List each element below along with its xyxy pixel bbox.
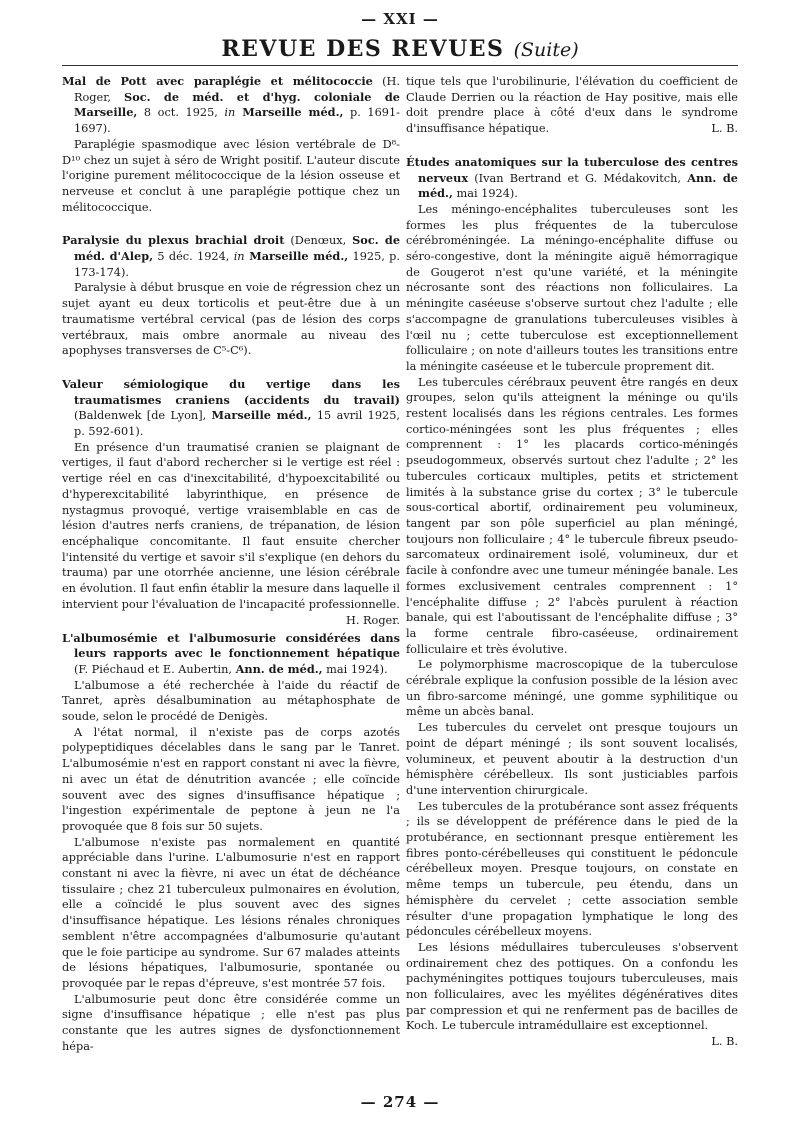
article-title: Mal de Pott avec paraplégie et mélitococcie (H. Roger, Soc. de méd. et d'hyg. coloniale de Marseille, 8 oct. 1925, in Marseille méd., p. 1691-1697).: [62, 74, 400, 136]
article-title: L'albumosémie et l'albumosurie considérées dans leurs rapports avec le fonctionnement hépatique (F. Piéchaud et E. Aubertin, Ann. de méd., mai 1924).: [62, 630, 400, 676]
article-continuation: [406, 74, 738, 137]
roman-page-number: — XXI —: [361, 10, 439, 28]
article-paragraph: L'albumose a été recherchée à l'aide du réactif de Tanret, après désalbumination au métaphosphate de soude, selon le procédé de Denigès.: [62, 678, 400, 724]
section-title: REVUE DES REVUES: [221, 36, 505, 62]
article-signature: H. Roger.: [345, 613, 400, 627]
continued-text: tique tels que l'urobilinurie, l'élévation du coefficient de Claude Derrien ou la réaction de Hay positive, mais elle doit prendre place à côté d'eux dans le syndrome d'insuffisance hépatique. L. B.: [406, 75, 738, 136]
article-title: Études anatomiques sur la tuberculose des centres nerveux (Ivan Bertrand et G. Médakovitch, Ann. de méd., mai 1924).: [406, 154, 738, 201]
article-paragraph: Les tubercules de la protubérance sont assez fréquents ; ils se développent de préférence dans le pied de la protubérance, en sectionnant presque entièrement les fibres ponto-cérébelleuses qui constituent le pédoncule cérébelleux moyen. Presque toujours, on constate en même temps un tubercule, peu étendu, dans un hémisphère du cervelet ; cette association semble résulter d'une propagation lymphatique le long des pédoncules cérébelleux moyens.: [406, 799, 738, 939]
page-number: — 274 —: [360, 1093, 440, 1111]
article-vertige: [62, 376, 400, 627]
article-signature: L. B.: [711, 1035, 738, 1049]
article-paragraph: L'albumosurie peut donc être considérée comme un signe d'insuffisance hépatique ; elle n'est pas plus constante que les autres signes de dysfonctionnement hépa-: [62, 992, 400, 1053]
article-paragraph: A l'état normal, il n'existe pas de corps azotés polypeptidiques décelables dans le sang par le Tanret. L'albumosémie n'est en rapport constant ni avec la fièvre, ni avec un état de dénutrition avancée ; elle coïncide souvent avec des signes d'insuffisance hépatique ; l'ingestion expérimentale de peptone à jeun ne l'a provoquée que 8 fois sur 50 sujets.: [62, 725, 400, 833]
article-paragraph: Les tubercules cérébraux peuvent être rangés en deux groupes, selon qu'ils atteignent la méninge ou qu'ils restent localisés dans les régions centrales. Les formes cortico-méningées sont les plus fréquentes ; elles comprennent : 1° les placards cortico-méningés pseudogommeux, observés surtout chez l'adulte ; 2° les tubercules corticaux multiples, petits et strictement limités à la substance grise du cortex ; 3° le tubercule sous-cortical abortif, ordinairement peu volumineux, tangent par son pôle superficiel au plan méningé, toujours non folliculaire ; 4° le tubercule fibreux pseudo-sarcomateux ordinairement isolé, volumineux, dur et facile à confondre avec une tumeur méningée banale. Les formes exclusivement centrales comprennent : 1° l'encéphalite diffuse ; 2° l'abcès purulent à réaction banale, qui est l'aboutissant de l'encéphalite diffuse ; 3° la forme centrale fibro-caséeuse, ordinairement folliculaire et très évolutive.: [406, 375, 738, 656]
article-mal-de-pott: [62, 74, 400, 215]
article-body: En présence d'un traumatisé cranien se plaignant de vertiges, il faut d'abord rechercher si le vertige est réel : vertige réel en cas d'inexcitabilité, d'hypoexcitabilité ou d'hyperexcitabilité labyrinthique, en présence de nystagmus provoqué, vertige vraisemblable en cas de lésion d'autres nerfs craniens, de trépanation, de lésion encéphalique concomitante. Il faut ensuite chercher l'intensité du vertige et savoir s'il s'explique (en dehors du trauma) par une otorrhée ancienne, une lésion cérébrale en évolution. Il faut enfin établir la mesure dans laquelle il intervient pour l'évaluation de l'incapacité professionnelle. H. Roger.: [62, 440, 400, 627]
article-paragraph: L'albumose n'existe pas normalement en quantité appréciable dans l'urine. L'albumosurie n'est en rapport constant ni avec la fièvre, ni avec un état de déchéance tissulaire ; chez 21 tuberculeux pulmonaires en évolution, elle a coïncidé le plus souvent avec des signes d'insuffisance hépatique. Les lésions rénales chroniques semblent n'être accompagnées d'albumosurie qu'autant que le foie participe au syndrome. Sur 67 malades atteints de lésions hépatiques, l'albumosurie, spontanée ou provoquée par le repas d'épreuve, s'est montrée 57 fois.: [62, 835, 400, 990]
article-paragraph: Les lésions médullaires tuberculeuses s'observent ordinairement chez des pottiques. On a confondu les pachyméningites pottiques toujours tuberculeuses, mais non folliculaires, avec les myélites dégénératives dites par compression et qui ne renferment pas de bacilles de Koch. Le tubercule intramédullaire est exceptionnel.: [406, 940, 738, 1033]
article-paragraph: Le polymorphisme macroscopique de la tuberculose cérébrale explique la confusion possible de la lésion avec un fibro-sarcome méningé, une gomme syphilitique ou même un abcès banal.: [406, 658, 738, 719]
article-body: Paraplégie spasmodique avec lésion vertébrale de D⁸-D¹⁰ chez un sujet à séro de Wright positif. L'auteur discute l'origine purement mélitococcique de la lésion osseuse et nerveuse et conclut à une paraplégie pottique chez un mélitococcique.: [62, 137, 400, 214]
article-title: Paralysie du plexus brachial droit (Denœux, Soc. de méd. d'Alep, 5 déc. 1924, in Marseille méd., 1925, p. 173-174).: [62, 233, 401, 279]
article-tuberculose: [406, 155, 738, 1050]
right-column: [406, 74, 738, 1068]
section-header: [0, 36, 800, 62]
article-paragraph: Les méningo-encéphalites tuberculeuses sont les formes les plus fréquentes de la tuberculose cérébroméningée. La méningo-encéphalite diffuse ou séro-congestive, dont la méningite aiguë hémorragique de Gougerot n'est qu'une variété, et la méningite nécrosante sont des réactions non folliculaires. La méningite caséeuse s'observe surtout chez l'adulte ; elle s'accompagne de granulations tuberculeuses visibles à l'œil nu ; cette tuberculose est exceptionnellement folliculaire ; on note d'ailleurs toutes les transitions entre la méningite caséeuse et le tubercule proprement dit.: [406, 202, 738, 373]
header-rule: [62, 65, 738, 66]
article-signature: L. B.: [711, 122, 738, 136]
article-albumosemie: [62, 631, 400, 1055]
article-plexus-brachial: [62, 233, 400, 359]
article-paragraph: Les tubercules du cervelet ont presque toujours un point de départ méningé ; ils sont souvent localisés, volumineux, et peuvent aboutir à la destruction d'un hémisphère cérébelleux. Ils sont justiciables parfois d'une intervention chirurgicale.: [406, 721, 738, 797]
article-title: Valeur sémiologique du vertige dans les traumatismes craniens (accidents du travail) (Baldenwek [de Lyon], Marseille méd., 15 avril 1925, p. 592-601).: [62, 376, 400, 439]
article-body: Paralysie à début brusque en voie de régression chez un sujet ayant eu deux torticolis et peut-être due à un traumatisme vertébral cervical (pas de lésion des corps vertébraux, mais ombre anormale au niveau des apophyses transverses de C⁵-C⁶).: [62, 281, 400, 358]
section-suite: (Suite): [513, 39, 579, 61]
left-column: [62, 74, 400, 1072]
